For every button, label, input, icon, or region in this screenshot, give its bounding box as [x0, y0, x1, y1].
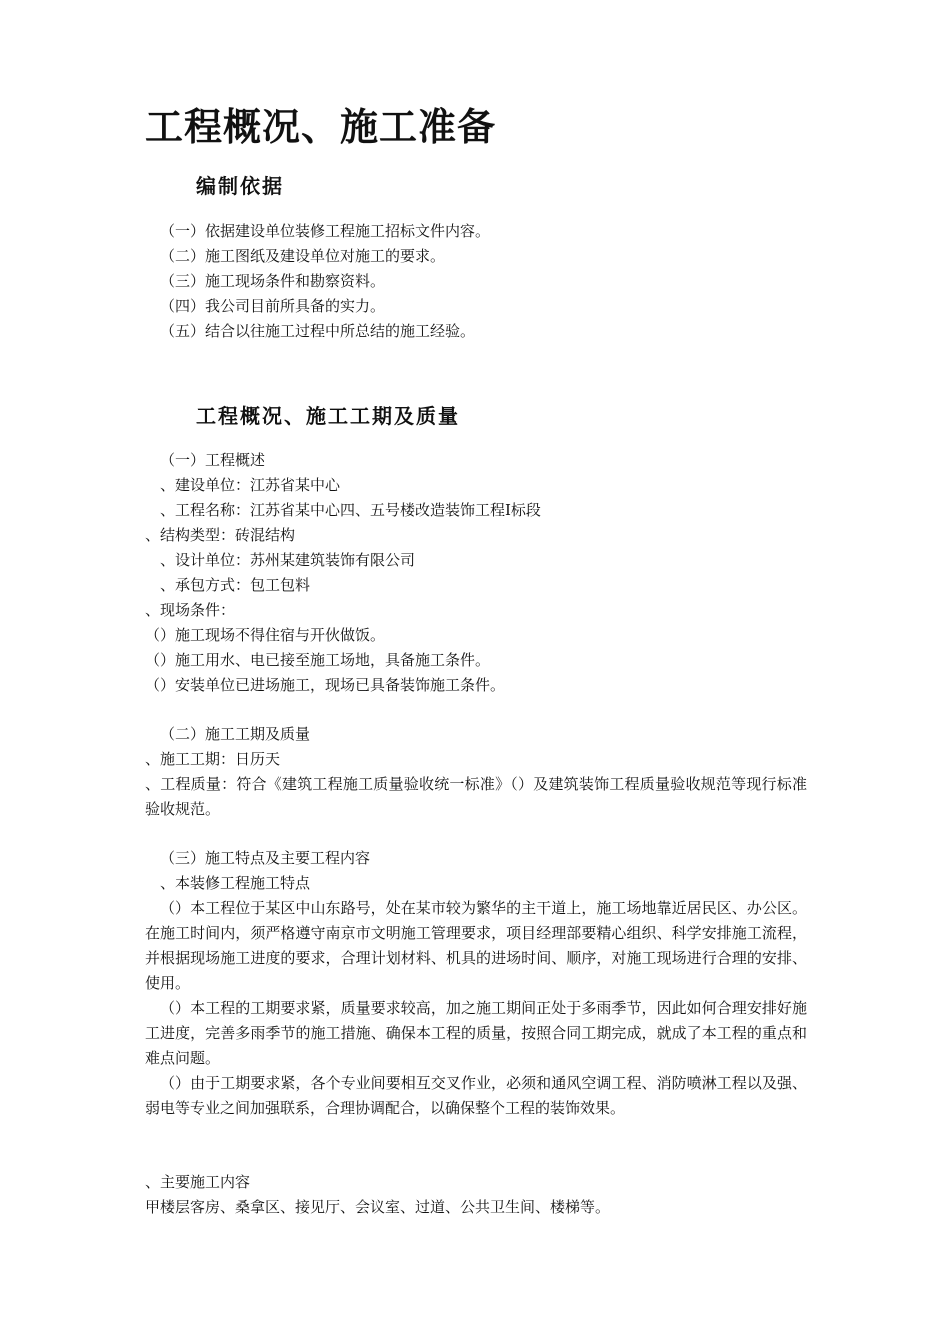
overview-line: （）施工用水、电已接至施工场地，具备施工条件。: [145, 651, 491, 669]
basis-item: （四）我公司目前所具备的实力。: [160, 297, 386, 315]
basis-item: （五）结合以往施工过程中所总结的施工经验。: [160, 322, 476, 340]
overview-line: 、承包方式：包工包料: [160, 576, 311, 594]
page-title: 工程概况、施工准备: [145, 104, 497, 149]
schedule-period: 、施工工期：日历天: [145, 750, 281, 768]
feature-paragraph: （）由于工期要求紧，各个专业间要相互交叉作业，必须和通风空调工程、消防喷淋工程以及强、弱电等专业之间加强联系，合理协调配合，以确保整个工程的装饰效果。: [145, 1074, 807, 1117]
feature-paragraph: （）本工程的工期要求紧，质量要求较高，加之施工期间正处于多雨季节，因此如何合理安排好施工进度，完善多雨季节的施工措施、确保本工程的质量，按照合同工期完成，就成了本工程的重点和难点问题。: [145, 999, 807, 1067]
overview-line: （）施工现场不得住宿与开伙做饭。: [145, 626, 386, 644]
main-content-text: 甲楼层客房、桑拿区、接见厅、会议室、过道、公共卫生间、楼梯等。: [145, 1198, 611, 1216]
basis-item: （三）施工现场条件和勘察资料。: [160, 272, 386, 290]
section-heading-overview: 工程概况、施工工期及质量: [196, 404, 460, 428]
features-label: （三）施工特点及主要工程内容: [160, 849, 371, 867]
overview-label: （一）工程概述: [160, 451, 266, 469]
main-content-label: 、主要施工内容: [145, 1173, 251, 1191]
overview-line: （）安装单位已进场施工，现场已具备装饰施工条件。: [145, 676, 506, 694]
schedule-label: （二）施工工期及质量: [160, 725, 311, 743]
overview-line: 、结构类型：砖混结构: [145, 526, 296, 544]
section-heading-basis: 编制依据: [196, 174, 284, 198]
overview-line: 、工程名称：江苏省某中心四、五号楼改造装饰工程Ⅰ标段: [160, 501, 541, 519]
basis-item: （一）依据建设单位装修工程施工招标文件内容。: [160, 222, 491, 240]
schedule-quality: 、工程质量：符合《建筑工程施工质量验收统一标准》（）及建筑装饰工程质量验收规范等现行标准验收规范。: [145, 775, 807, 818]
basis-item: （二）施工图纸及建设单位对施工的要求。: [160, 247, 446, 265]
overview-line: 、现场条件：: [145, 601, 236, 619]
feature-paragraph: （）本工程位于某区中山东路号，处在某市较为繁华的主干道上，施工场地靠近居民区、办公区。在施工时间内，须严格遵守南京市文明施工管理要求，项目经理部要精心组织、科学安排施工流程，并根据现场施工进度的要求，合理计划材料、机具的进场时间、顺序，对施工现场进行合理的安排、使用。: [145, 899, 807, 992]
overview-line: 、建设单位：江苏省某中心: [160, 476, 341, 494]
overview-line: 、设计单位：苏州某建筑装饰有限公司: [160, 551, 416, 569]
features-subheading: 、本装修工程施工特点: [160, 874, 311, 892]
